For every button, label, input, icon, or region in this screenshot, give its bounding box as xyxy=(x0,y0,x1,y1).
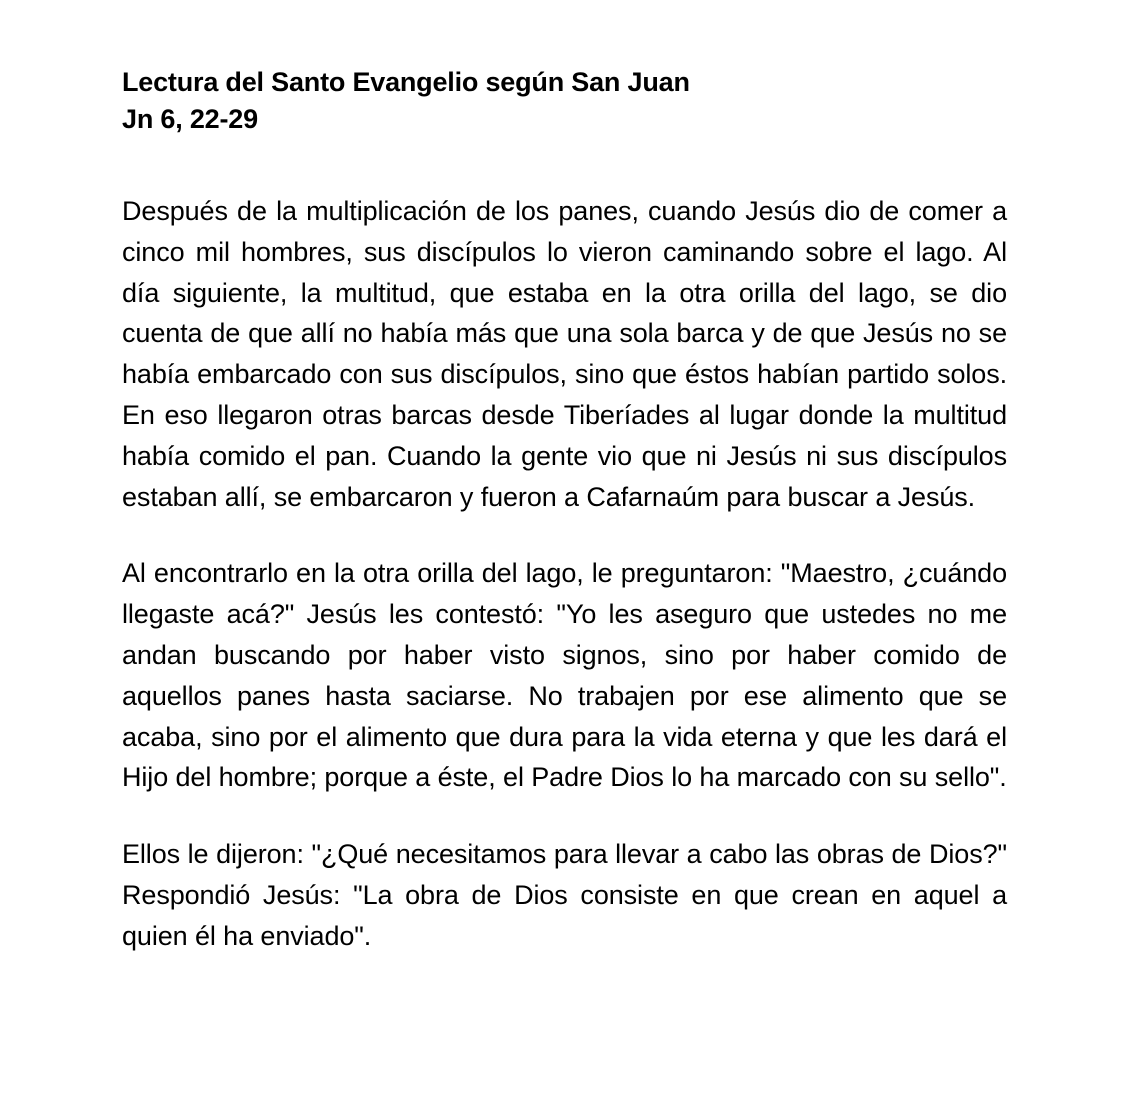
paragraph-1: Después de la multiplicación de los panes, cuando Jesús dio de comer a cinco mil hombres, sus discípulos lo vieron caminando sobre el lago. Al día siguiente, la multitud, que estaba en la otra orilla del lago, se dio cuenta de que allí no había más que una sola barca y de que Jesús no se había embarcado con sus discípulos, sino que éstos habían partido solos. En eso llegaron otras barcas desde Tiberíades al lugar donde la multitud había comido el pan. Cuando la gente vio que ni Jesús ni sus discípulos estaban allí, se embarcaron y fueron a Cafarnaúm para buscar a Jesús. xyxy=(122,196,1007,512)
reading-title: Lectura del Santo Evangelio según San Juan xyxy=(122,67,690,97)
scripture-reference: Jn 6, 22-29 xyxy=(122,104,258,134)
reading-document xyxy=(122,64,1007,957)
paragraph-2: Al encontrarlo en la otra orilla del lago, le preguntaron: "Maestro, ¿cuándo llegaste acá?" Jesús les contestó: "Yo les aseguro que ustedes no me andan buscando por haber visto signos, sino por haber comido de aquellos panes hasta saciarse. No trabajen por ese alimento que se acaba, sino por el alimento que dura para la vida eterna y que les dará el Hijo del hombre; porque a éste, el Padre Dios lo ha marcado con su sello". xyxy=(122,558,1007,793)
paragraph-3: Ellos le dijeron: "¿Qué necesitamos para llevar a cabo las obras de Dios?" Respondió Jesús: "La obra de Dios consiste en que crean en aquel a quien él ha enviado". xyxy=(122,839,1007,951)
